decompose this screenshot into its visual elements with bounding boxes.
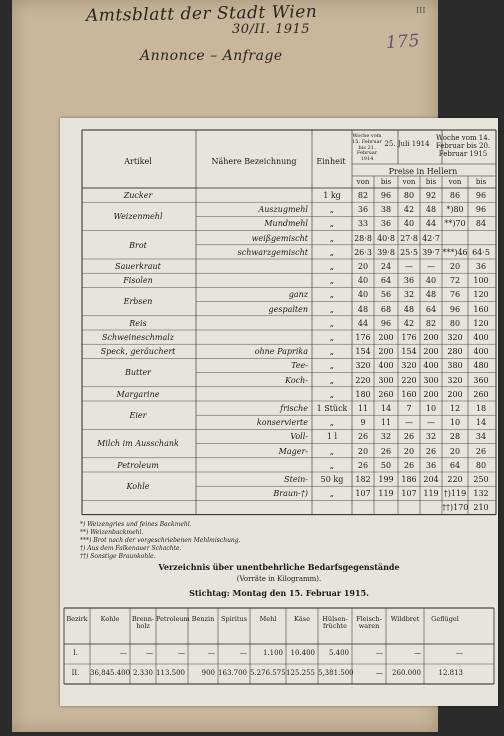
inventory-header: Geflügel — [431, 615, 459, 623]
table-cell-price: 36 — [425, 460, 437, 470]
table-cell-price: 86 — [449, 191, 461, 200]
table-cell-artikel: Speck, geräuchert — [100, 347, 176, 357]
table-cell-price: 32 — [380, 432, 392, 442]
table-cell-einheit: „ — [329, 233, 335, 243]
table-cell-price: 250 — [473, 475, 489, 484]
table-cell-price: — — [427, 262, 435, 271]
header-von: von — [402, 178, 416, 186]
table-cell-price: 76 — [449, 290, 461, 300]
footnote: *) Weizengries und feines Backmehl. — [80, 520, 192, 528]
table-cell-artikel: Kohle — [126, 482, 150, 491]
inventory-cell: II. — [71, 669, 80, 677]
table-cell-artikel: Schweineschmalz — [101, 333, 174, 342]
table-cell-einheit: 50 kg — [320, 475, 344, 484]
inventory-header: Mehl — [259, 615, 277, 623]
table-cell-price: 154 — [401, 347, 417, 357]
table-cell-price: 7 — [406, 404, 412, 413]
table-cell-price: 96 — [380, 318, 392, 328]
table-cell-artikel: Reis — [129, 318, 147, 328]
table-cell-einheit: „ — [329, 347, 335, 357]
table-cell-bezeichnung: Voll- — [290, 432, 308, 442]
clipping-sheet — [60, 118, 498, 706]
table-cell-price: 300 — [423, 375, 439, 385]
inventory-cell: — — [208, 649, 215, 657]
table-cell-artikel: Erbsen — [123, 297, 153, 307]
table-cell-price: 64 — [449, 460, 461, 470]
table-cell-price: 20 — [449, 262, 461, 271]
table-cell-price: 10 — [449, 418, 461, 428]
table-cell-price: 33 — [357, 219, 369, 229]
table-cell-bezeichnung: Braun-†) — [273, 489, 308, 499]
table-cell-artikel: Brot — [129, 240, 147, 250]
inventory-header: Petroleum — [156, 615, 190, 623]
table-cell-einheit: „ — [329, 489, 335, 499]
inventory-header: Spiritus — [220, 615, 247, 623]
table-cell-price: 36 — [357, 205, 369, 215]
inventory-cell: 36,845.400 — [90, 669, 131, 677]
table-cell-einheit: „ — [329, 290, 335, 300]
table-cell-price: 360 — [473, 375, 489, 385]
inventory-date: Stichtag: Montag den 15. Februar 1915. — [189, 588, 369, 598]
footnote: ***) Brot nach der vorgeschriebenen Mehlmischung. — [80, 536, 241, 544]
table-cell-artikel: Petroleum — [117, 460, 159, 470]
inventory-cell: I. — [73, 649, 78, 657]
table-cell-price: 26 — [403, 432, 415, 442]
table-cell-price: 119 — [423, 489, 439, 499]
table-cell-price: 380 — [447, 361, 463, 371]
table-cell-price: 210 — [473, 503, 489, 513]
table-cell-bezeichnung: ganz — [288, 290, 308, 300]
inventory-cell: — — [178, 649, 185, 657]
table-cell-einheit: „ — [329, 304, 335, 314]
table-cell-price: 26 — [357, 460, 369, 470]
table-cell-price: 9 — [360, 418, 366, 428]
table-cell-price: 26 — [425, 446, 437, 456]
page-mark: III — [416, 6, 426, 15]
table-cell-price: 80 — [449, 318, 461, 328]
table-cell-artikel: Milch im Ausschank — [97, 439, 179, 449]
header-period-2: 25. Juli 1914 — [384, 140, 430, 148]
table-cell-price: — — [427, 418, 435, 428]
inventory-subtitle: (Vorräte in Kilogramm). — [236, 575, 322, 583]
handwritten-note: Annonce – Anfrage — [140, 48, 283, 64]
table-cell-price: 82 — [425, 318, 437, 328]
table-cell-price: 24 — [380, 262, 392, 271]
table-cell-artikel: Butter — [124, 368, 152, 378]
inventory-cell: 125.255 — [286, 669, 315, 677]
handwritten-heading: Amtsblatt der Stadt Wien — [85, 1, 318, 27]
table-cell-price: 80 — [475, 460, 487, 470]
table-cell-price: 200 — [378, 347, 394, 357]
table-cell-price: 11 — [380, 418, 392, 428]
table-cell-price: 96 — [449, 304, 461, 314]
table-cell-price: 176 — [355, 333, 371, 342]
table-cell-price: 160 — [473, 304, 489, 314]
table-cell-price: 180 — [355, 389, 371, 399]
table-cell-einheit: „ — [329, 219, 335, 229]
table-cell-price: 480 — [473, 361, 489, 371]
table-cell-price: 200 — [447, 389, 463, 399]
inventory-header: Hülsen-früchte — [322, 615, 348, 631]
header-von: von — [448, 178, 462, 186]
inventory-cell: 1.100 — [262, 649, 283, 657]
table-cell-price: 64 — [380, 276, 392, 286]
table-cell-price: ††)170 — [442, 503, 469, 513]
header-bis: bis — [380, 178, 392, 186]
inventory-cell: 5.400 — [328, 649, 349, 657]
table-cell-artikel: Fisolen — [123, 276, 153, 286]
table-cell-price: — — [405, 418, 413, 428]
table-cell-price: 38 — [380, 205, 392, 215]
table-cell-price: 26 — [357, 432, 369, 442]
table-cell-price: 44 — [425, 219, 437, 229]
table-cell-price: 36 — [380, 219, 392, 229]
table-cell-price: — — [405, 262, 413, 271]
table-cell-price: 36 — [475, 262, 487, 271]
footnotes — [80, 521, 241, 561]
table-cell-bezeichnung: gespalten — [268, 304, 308, 314]
table-cell-price: 182 — [355, 475, 371, 484]
table-cell-einheit: „ — [329, 446, 335, 456]
table-cell-bezeichnung: Mundmehl — [264, 219, 308, 229]
table-cell-price: †)119 — [443, 489, 467, 499]
table-cell-price: 96 — [475, 191, 487, 200]
table-cell-price: 14 — [380, 404, 392, 413]
table-cell-price: 72 — [449, 276, 461, 286]
inventory-cell: — — [146, 649, 153, 657]
table-cell-price: 176 — [401, 333, 417, 342]
table-cell-price: 400 — [378, 361, 394, 371]
table-cell-price: 400 — [423, 361, 439, 371]
table-cell-price: 26·3 — [354, 247, 372, 257]
table-cell-price: 40 — [357, 276, 369, 286]
table-cell-price: 320 — [447, 333, 463, 342]
inventory-cell: 2.330 — [132, 669, 153, 677]
table-cell-price: 160 — [401, 389, 417, 399]
table-cell-einheit: „ — [329, 247, 335, 257]
table-cell-bezeichnung: konservierte — [256, 418, 308, 428]
inventory-cell: 260.000 — [392, 669, 421, 677]
table-cell-einheit: „ — [329, 389, 335, 399]
table-cell-price: 20 — [357, 262, 369, 271]
table-cell-einheit: „ — [329, 418, 335, 428]
table-cell-price: 36 — [403, 276, 415, 286]
footnote: **) Weizenbackmehl. — [80, 528, 144, 536]
table-cell-price: 48 — [425, 205, 437, 215]
table-cell-price: *)80 — [446, 205, 464, 215]
table-cell-price: 40 — [357, 290, 369, 300]
table-cell-price: 42·7 — [422, 233, 440, 243]
table-cell-price: 320 — [401, 361, 417, 371]
header-preise: Preise in Hellern — [388, 167, 458, 176]
inventory-header: Benzin — [191, 615, 215, 623]
inventory-cell: 12.813 — [438, 669, 463, 677]
table-cell-price: ***)46 — [442, 247, 468, 257]
table-cell-bezeichnung: Auszugmehl — [258, 205, 308, 215]
table-cell-bezeichnung: Tee- — [291, 361, 308, 371]
table-cell-price: 32 — [403, 290, 415, 300]
inventory-header: Kohle — [100, 615, 120, 623]
table-cell-price: 280 — [447, 347, 463, 357]
table-cell-price: 64·5 — [472, 247, 490, 257]
table-cell-price: 107 — [355, 489, 371, 499]
footnote: ††) Sonstige Braunkohle. — [80, 552, 156, 560]
table-cell-price: 220 — [355, 375, 371, 385]
table-cell-price: 220 — [447, 475, 463, 484]
table-cell-price: 20 — [403, 446, 415, 456]
table-cell-price: 84 — [475, 219, 487, 229]
table-cell-price: 100 — [473, 276, 489, 286]
table-cell-price: 154 — [355, 347, 371, 357]
table-cell-price: 300 — [378, 375, 394, 385]
table-cell-bezeichnung: Koch- — [285, 375, 308, 385]
table-cell-price: 28 — [449, 432, 461, 442]
table-cell-einheit: „ — [329, 333, 335, 342]
header-artikel: Artikel — [124, 157, 152, 166]
table-cell-price: 186 — [401, 475, 417, 484]
table-cell-price: 40 — [403, 219, 415, 229]
table-cell-price: 220 — [401, 375, 417, 385]
table-cell-price: 26 — [475, 446, 487, 456]
inventory-cell: 10.400 — [290, 649, 315, 657]
table-cell-bezeichnung: frische — [280, 404, 308, 413]
table-cell-price: 26 — [403, 460, 415, 470]
table-cell-price: **)70 — [444, 219, 466, 229]
table-cell-bezeichnung: Mager- — [278, 446, 308, 456]
table-cell-price: 12 — [449, 404, 461, 413]
inventory-cell: 5.276.575 — [250, 669, 286, 677]
table-cell-einheit: „ — [329, 276, 335, 286]
table-cell-price: 260 — [378, 389, 394, 399]
inventory-cell: 5,381.500 — [318, 669, 354, 677]
table-cell-artikel: Zucker — [123, 191, 153, 200]
table-cell-price: 50 — [380, 460, 392, 470]
header-bis: bis — [425, 178, 437, 186]
table-cell-price: 20 — [357, 446, 369, 456]
table-cell-price: 11 — [357, 404, 369, 413]
table-cell-price: 26 — [380, 446, 392, 456]
footnote: †) Aus dem Falkenauer Schachte. — [80, 544, 182, 552]
table-cell-price: 120 — [473, 290, 489, 300]
table-cell-einheit: „ — [329, 318, 335, 328]
inventory-header: Bezirk — [66, 615, 88, 623]
table-cell-price: 42 — [403, 318, 415, 328]
table-cell-price: 39·7 — [422, 247, 440, 257]
table-cell-artikel: Sauerkraut — [115, 262, 161, 271]
table-cell-price: 34 — [475, 432, 487, 442]
table-cell-artikel: Eier — [129, 411, 147, 420]
table-cell-price: 200 — [423, 347, 439, 357]
inventory-title: Verzeichnis über unentbehrliche Bedarfsgegenstände — [158, 562, 400, 572]
inventory-cell: — — [120, 649, 127, 657]
table-cell-einheit: „ — [329, 460, 335, 470]
table-cell-price: 82 — [357, 191, 369, 200]
table-cell-price: 200 — [423, 389, 439, 399]
table-cell-price: 40 — [425, 276, 437, 286]
table-cell-price: 56 — [380, 290, 392, 300]
table-cell-price: 39·8 — [377, 247, 395, 257]
handwritten-number: 175 — [385, 30, 421, 54]
inventory-cell: — — [376, 649, 383, 657]
table-cell-price: 132 — [473, 489, 489, 499]
header-period-1: Woche vom 15. Februar bis 21. Februar 1914 — [352, 133, 382, 162]
table-cell-price: 107 — [401, 489, 417, 499]
table-cell-bezeichnung: weißgemischt — [251, 233, 308, 243]
table-cell-price: 199 — [378, 475, 394, 484]
table-cell-price: 10 — [425, 404, 437, 413]
header-period-3: Woche vom 14. Februar bis 20. Februar 1915 — [435, 134, 491, 159]
handwritten-date: 30/II. 1915 — [232, 22, 311, 37]
inventory-cell: — — [456, 649, 463, 657]
table-cell-price: 260 — [473, 389, 489, 399]
header-bis: bis — [475, 178, 487, 186]
inventory-header: Fleisch-waren — [356, 615, 382, 631]
table-cell-bezeichnung: schwarzgemischt — [237, 247, 308, 257]
inventory-header: Käse — [294, 615, 310, 623]
table-cell-price: 200 — [378, 333, 394, 342]
table-cell-price: 20 — [449, 446, 461, 456]
table-cell-price: 40·8 — [377, 233, 395, 243]
inventory-cell: 113.500 — [156, 669, 185, 677]
table-cell-einheit: 1 Stück — [316, 404, 348, 413]
inventory-header: Wildbret — [390, 615, 420, 623]
table-cell-price: 92 — [425, 191, 437, 200]
header-einheit: Einheit — [316, 157, 346, 166]
table-cell-price: 48 — [403, 304, 415, 314]
table-cell-price: 14 — [475, 418, 487, 428]
table-cell-price: 44 — [357, 318, 369, 328]
table-cell-einheit: „ — [329, 262, 335, 271]
table-cell-price: 80 — [403, 191, 415, 200]
table-cell-price: 42 — [403, 205, 415, 215]
table-cell-price: 96 — [475, 205, 487, 215]
inventory-cell: 900 — [201, 669, 215, 677]
table-cell-price: 200 — [423, 333, 439, 342]
table-cell-einheit: 1 l — [326, 432, 338, 442]
table-cell-price: 120 — [473, 318, 489, 328]
table-cell-einheit: „ — [329, 375, 335, 385]
table-cell-price: 48 — [425, 290, 437, 300]
table-cell-bezeichnung: ohne Paprika — [254, 347, 308, 357]
table-cell-price: 28·8 — [354, 233, 372, 243]
table-cell-price: 32 — [425, 432, 437, 442]
table-cell-price: 25·5 — [400, 247, 418, 257]
inventory-cell: — — [240, 649, 247, 657]
table-cell-price: 320 — [355, 361, 371, 371]
table-cell-price: 400 — [473, 347, 489, 357]
inventory-cell: 163.700 — [218, 669, 247, 677]
table-cell-artikel: Margarine — [116, 389, 160, 399]
table-cell-price: 400 — [473, 333, 489, 342]
header-naehere: Nähere Bezeichnung — [211, 157, 297, 166]
table-cell-einheit: 1 kg — [323, 191, 341, 200]
table-cell-bezeichnung: Stein- — [284, 475, 308, 484]
table-cell-price: 48 — [357, 304, 369, 314]
table-cell-price: 27·8 — [400, 233, 418, 243]
table-cell-price: 96 — [380, 191, 392, 200]
table-cell-price: 320 — [447, 375, 463, 385]
table-cell-einheit: „ — [329, 205, 335, 215]
table-cell-einheit: „ — [329, 361, 335, 371]
table-cell-price: 119 — [378, 489, 394, 499]
inventory-cell: — — [414, 649, 421, 657]
table-cell-price: 64 — [425, 304, 437, 314]
table-cell-price: 204 — [423, 475, 439, 484]
table-cell-artikel: Weizenmehl — [113, 212, 163, 222]
inventory-header: Brenn-holz — [131, 615, 155, 631]
inventory-cell: — — [376, 669, 383, 677]
table-cell-price: 18 — [475, 404, 487, 413]
header-von: von — [356, 178, 370, 186]
table-cell-price: 68 — [380, 304, 392, 314]
